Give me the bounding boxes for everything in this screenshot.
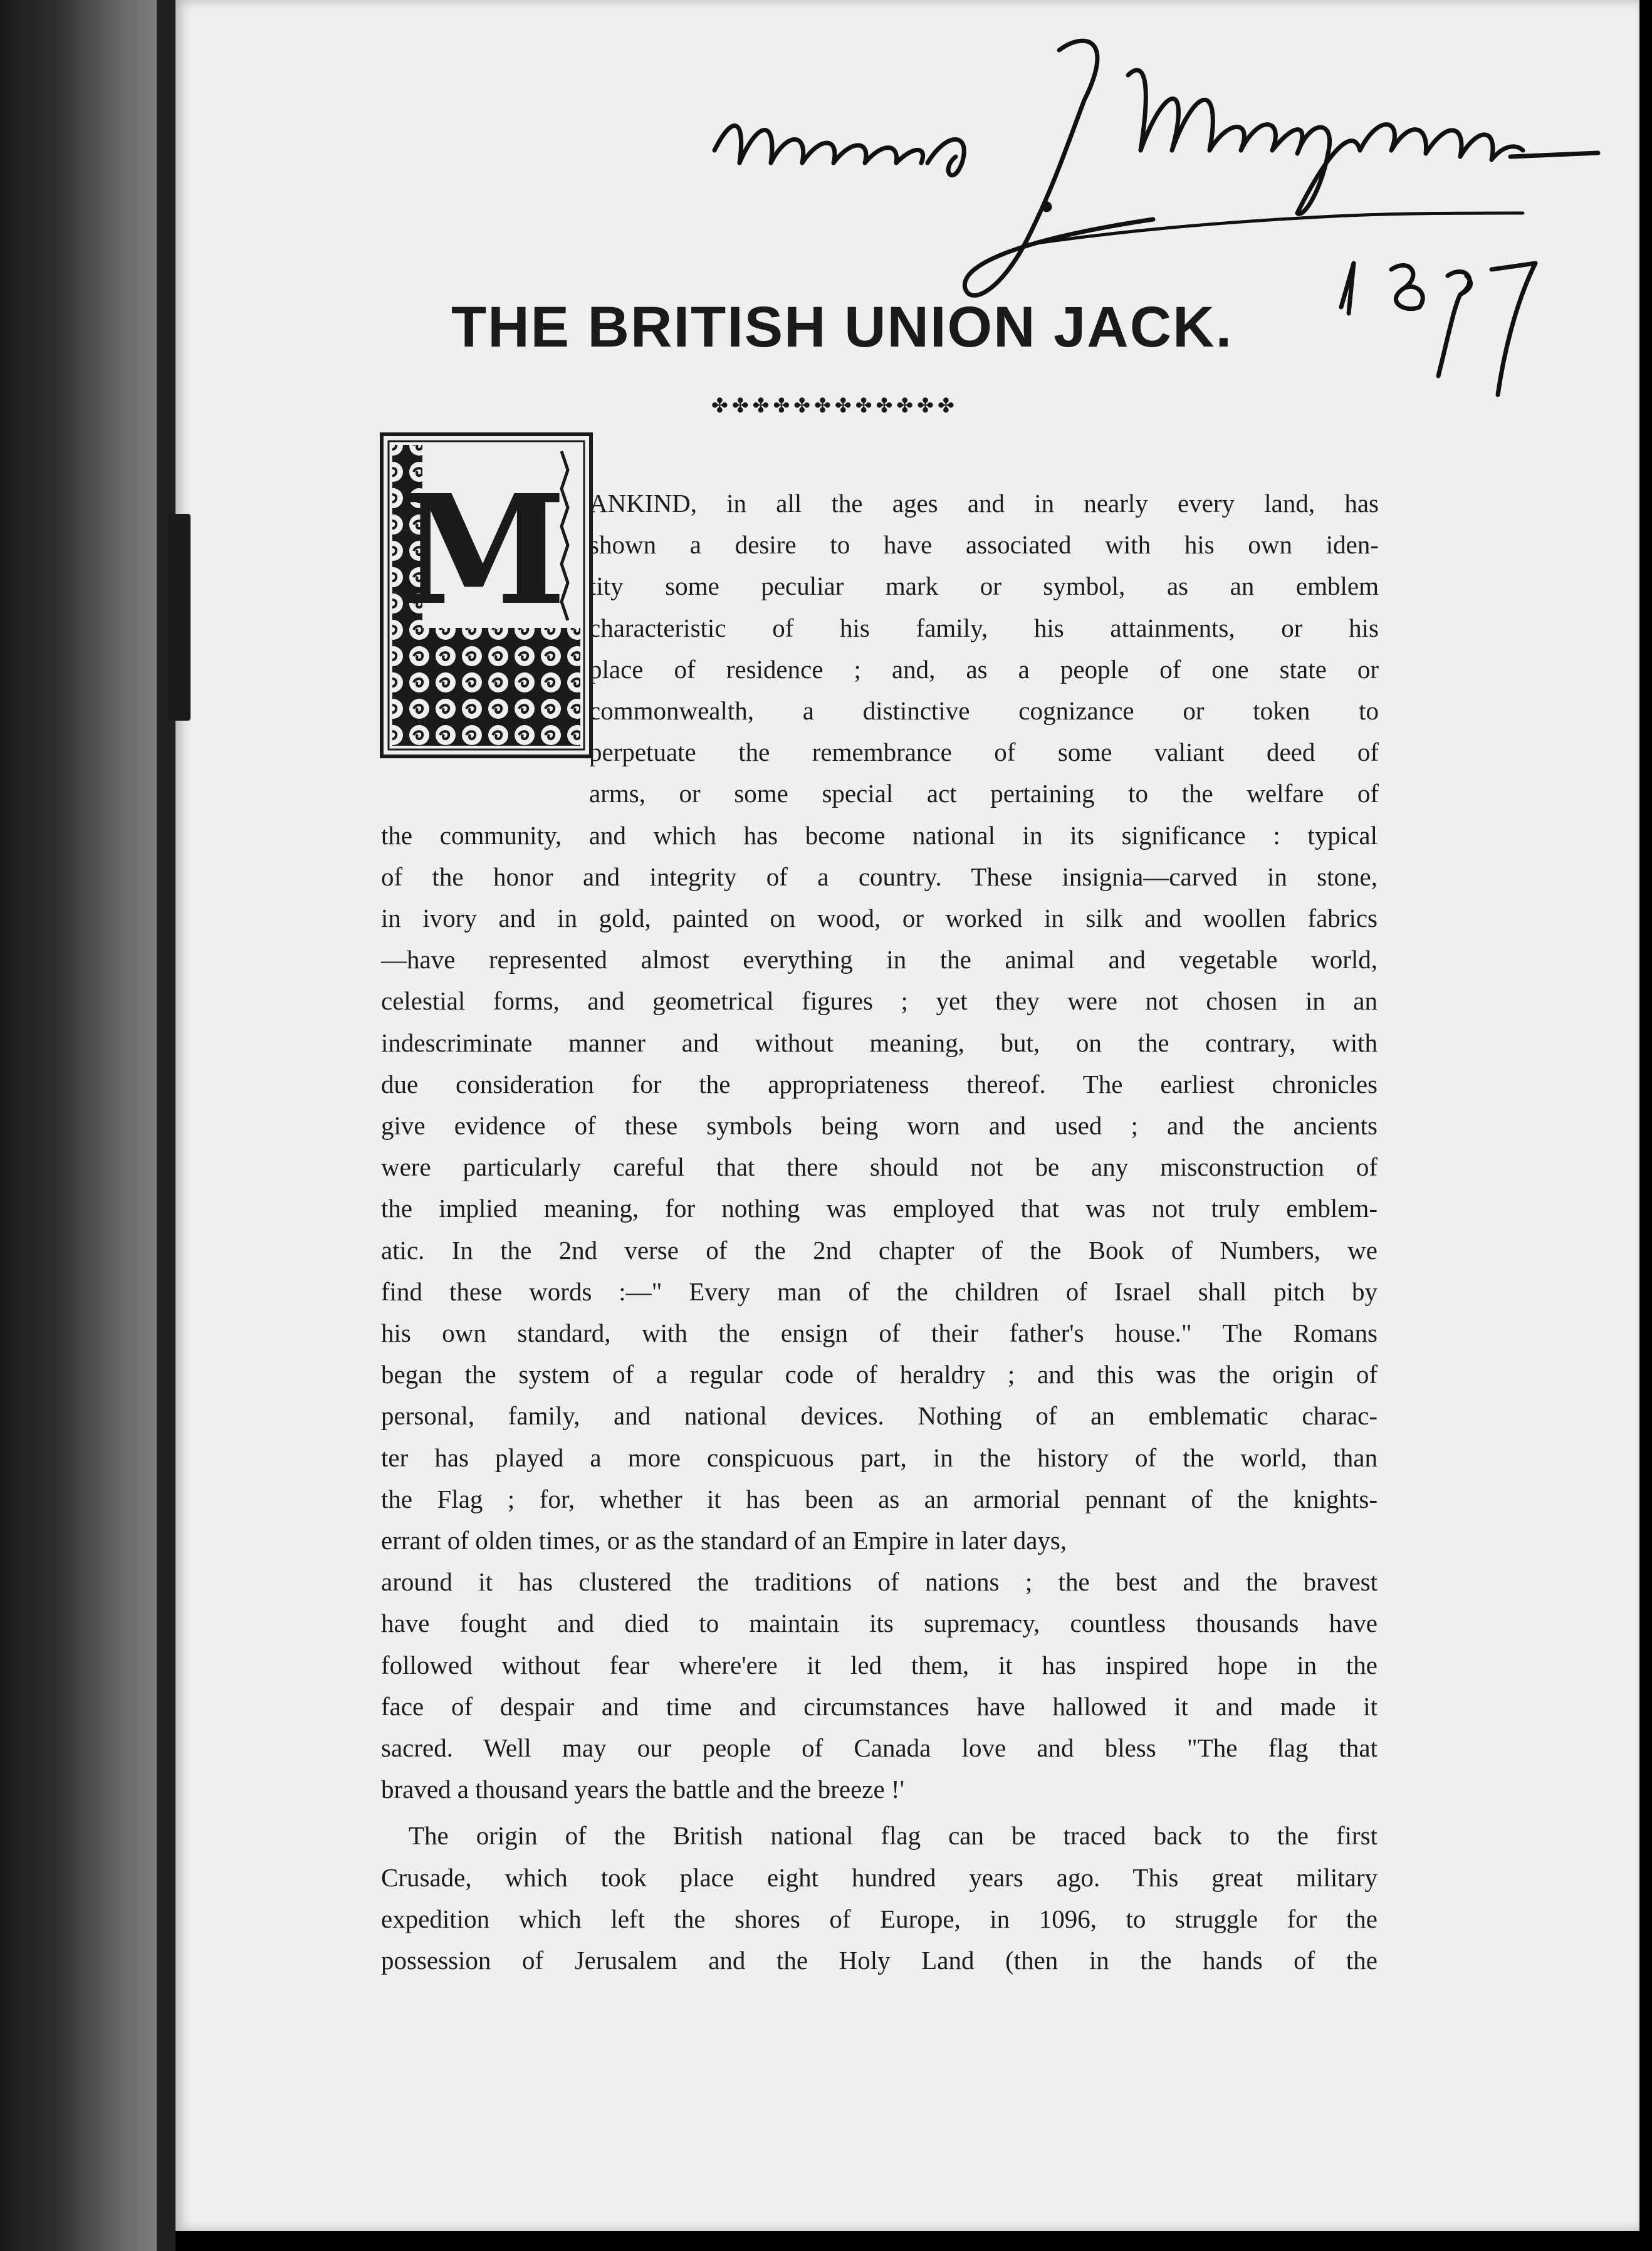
scan-border-right bbox=[1639, 0, 1652, 2251]
text-line: the implied meaning, for nothing was employed that was not truly emblem- bbox=[381, 1194, 1378, 1223]
text-line: braved a thousand years the battle and the breeze !' bbox=[381, 1775, 904, 1804]
text-line: personal, family, and national devices. Nothing of an emblematic charac- bbox=[381, 1401, 1378, 1430]
dropcap-letter: M bbox=[400, 462, 567, 639]
text-line: the community, and which has become national in its significance : typical bbox=[381, 821, 1378, 850]
text-line: atic. In the 2nd verse of the 2nd chapter of the Book of Numbers, we bbox=[381, 1236, 1378, 1265]
text-line: commonwealth, a distinctive cognizance or token to bbox=[589, 696, 1379, 725]
text-line: possession of Jerusalem and the Holy Land (then in the hands of the bbox=[381, 1946, 1378, 1975]
text-line: characteristic of his family, his attainments, or his bbox=[589, 614, 1379, 642]
text-line: have fought and died to maintain its supremacy, countless thousands have bbox=[381, 1609, 1378, 1637]
text-line: in ivory and in gold, painted on wood, or worked in silk and woollen fabrics bbox=[381, 904, 1378, 932]
text-line: expedition which left the shores of Europe, in 1096, to struggle for the bbox=[381, 1904, 1378, 1933]
text-line: face of despair and time and circumstances have hallowed it and made it bbox=[381, 1692, 1378, 1721]
text-line: Crusade, which took place eight hundred years ago. This great military bbox=[381, 1863, 1378, 1892]
text-line: followed without fear where'ere it led them, it has inspired hope in the bbox=[381, 1651, 1378, 1679]
page-title: THE BRITISH UNION JACK. bbox=[451, 295, 1233, 359]
text-line: his own standard, with the ensign of their father's house." The Romans bbox=[381, 1319, 1378, 1347]
text-line: shown a desire to have associated with his own iden- bbox=[589, 530, 1379, 559]
text-line: arms, or some special act pertaining to the welfare of bbox=[589, 779, 1379, 808]
text-line: were particularly careful that there should not be any misconstruction of bbox=[381, 1152, 1378, 1181]
text-line: ANKIND, in all the ages and in nearly every land, has bbox=[589, 489, 1379, 518]
text-line: find these words :—" Every man of the children of Israel shall pitch by bbox=[381, 1277, 1378, 1306]
text-line: began the system of a regular code of heraldry ; and this was the origin of bbox=[381, 1360, 1378, 1389]
text-line: perpetuate the remembrance of some valiant deed of bbox=[589, 738, 1379, 766]
text-line: due consideration for the appropriateness thereof. The earliest chronicles bbox=[381, 1070, 1378, 1099]
ornament-divider: ✤✤✤✤✤✤✤✤✤✤✤✤ bbox=[711, 394, 958, 417]
text-line: celestial forms, and geometrical figures ; yet they were not chosen in an bbox=[381, 986, 1378, 1015]
text-line: give evidence of these symbols being worn and used ; and the ancients bbox=[381, 1111, 1378, 1140]
text-line: around it has clustered the traditions of nations ; the best and the bravest bbox=[381, 1567, 1378, 1596]
text-line: The origin of the British national flag can be traced back to the first bbox=[409, 1821, 1378, 1850]
text-line: ter has played a more conspicuous part, in the history of the world, than bbox=[381, 1443, 1378, 1472]
text-line: errant of olden times, or as the standard of an Empire in later days, bbox=[381, 1526, 1067, 1555]
text-line: sacred. Well may our people of Canada love and bless "The flag that bbox=[381, 1733, 1378, 1762]
text-line: tity some peculiar mark or symbol, as an emblem bbox=[589, 572, 1379, 600]
text-line: indescriminate manner and without meaning, but, on the contrary, with bbox=[381, 1028, 1378, 1057]
text-line: of the honor and integrity of a country. These insignia—carved in stone, bbox=[381, 862, 1378, 891]
text-line: —have represented almost everything in the animal and vegetable world, bbox=[381, 945, 1378, 974]
text-line: the Flag ; for, whether it has been as an armorial pennant of the knights- bbox=[381, 1485, 1378, 1513]
text-line: place of residence ; and, as a people of one state or bbox=[589, 655, 1379, 684]
decorative-dropcap bbox=[380, 432, 593, 758]
binding-clip bbox=[168, 514, 191, 721]
scan-border-bottom bbox=[175, 2231, 1652, 2251]
book-cover-edge bbox=[0, 0, 182, 2251]
